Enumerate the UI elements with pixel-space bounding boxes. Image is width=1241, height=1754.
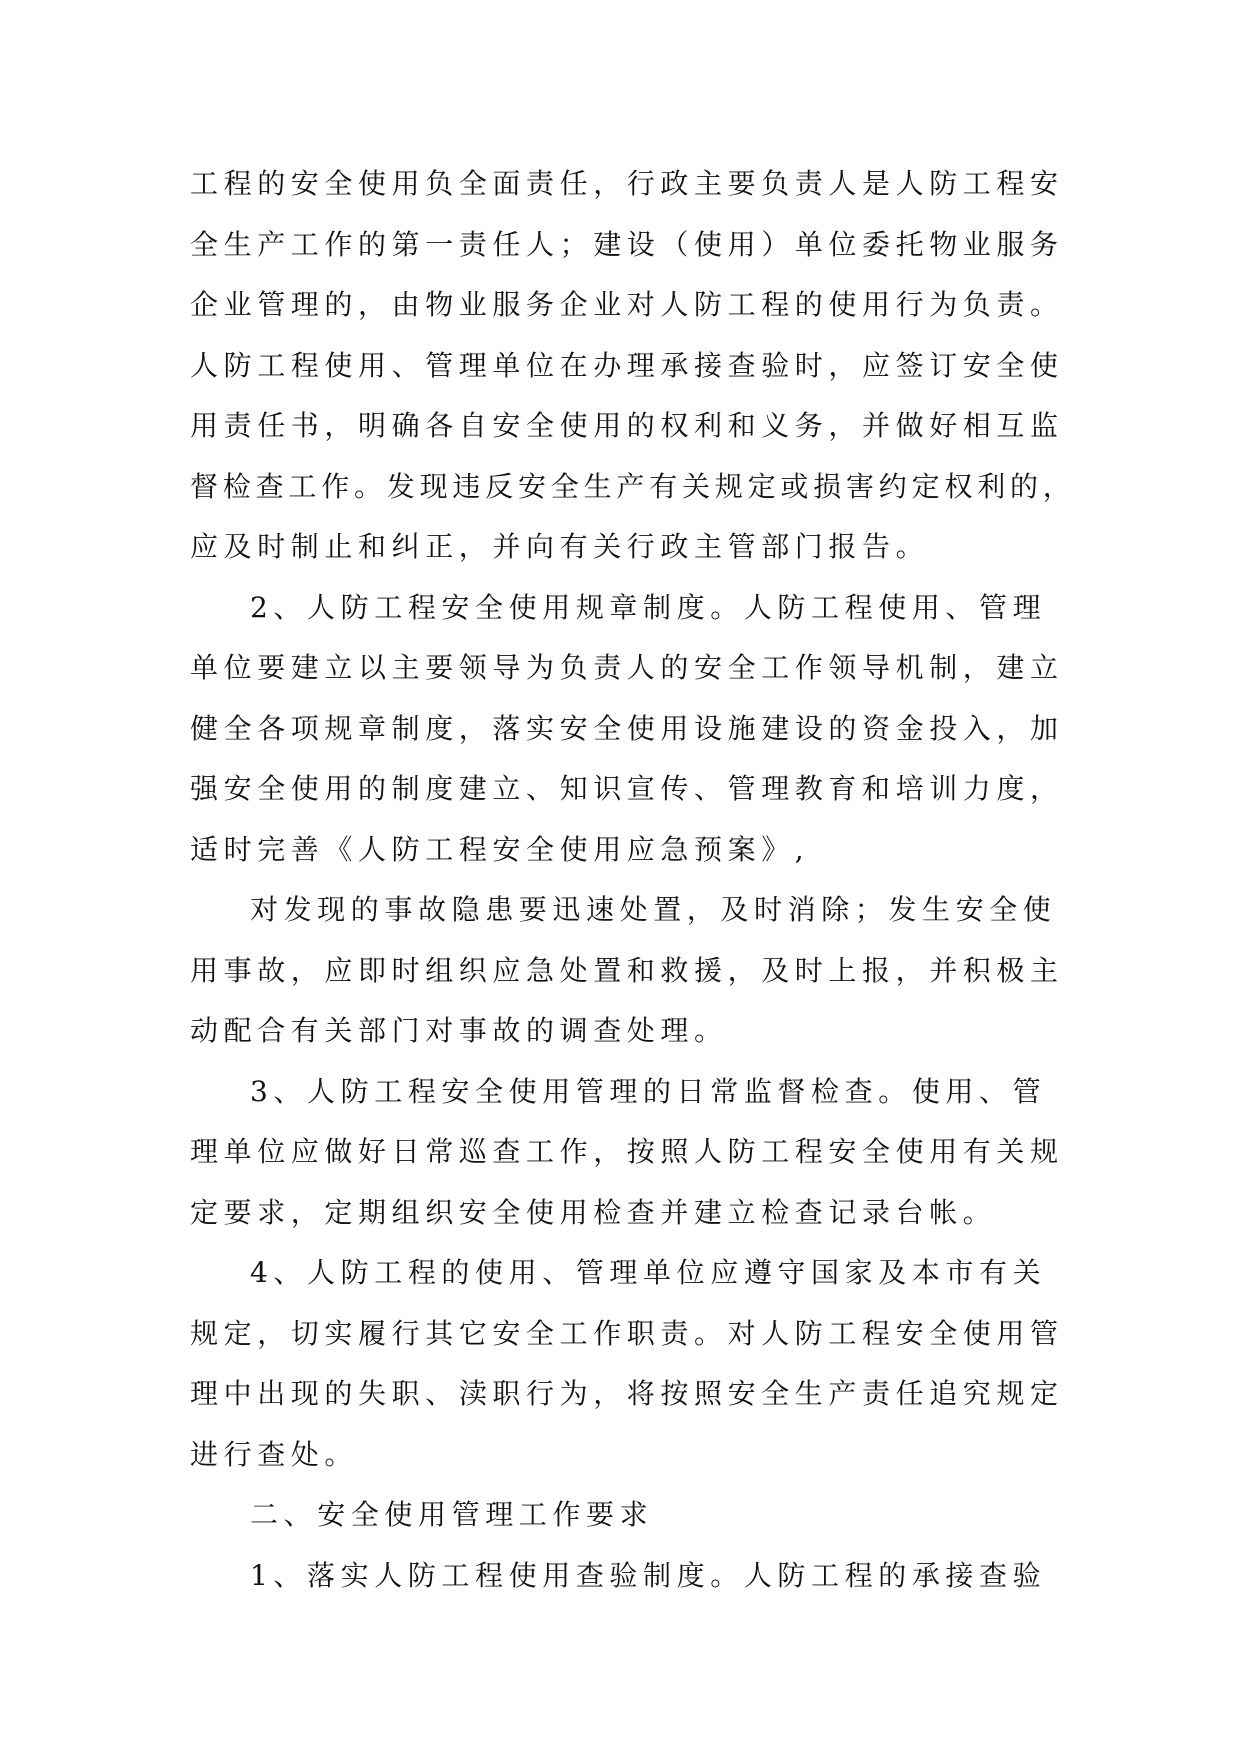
text-line: 全生产工作的第一责任人；建设（使用）单位委托物业服务	[190, 227, 1064, 261]
text-line: 理单位应做好日常巡查工作，按照人防工程安全使用有关规	[190, 1135, 1064, 1168]
document-body	[190, 154, 1090, 1606]
text-line: 督检查工作。发现违反安全生产有关规定或损害约定权利的，	[190, 469, 1076, 503]
text-line: 规定，切实履行其它安全工作职责。对人防工程安全使用管	[190, 1316, 1064, 1350]
text-line: 适时完善《人防工程安全使用应急预案》,	[190, 832, 810, 866]
paragraph-start-line: 1、落实人防工程使用查验制度。人防工程的承接查验	[250, 1558, 1047, 1592]
paragraph-start-line: 2、人防工程安全使用规章制度。人防工程使用、管理	[250, 590, 1047, 624]
text-line: 工程的安全使用负全面责任，行政主要负责人是人防工程安	[190, 167, 1064, 200]
text-line: 用事故，应即时组织应急处置和救援，及时上报，并积极主	[190, 953, 1064, 987]
text-line: 人防工程使用、管理单位在办理承接查验时，应签订安全使	[190, 348, 1064, 382]
text-line: 进行查处。	[190, 1437, 359, 1471]
paragraph-start-line: 3、人防工程安全使用管理的日常监督检查。使用、管	[250, 1074, 1047, 1108]
section-heading: 二、安全使用管理工作要求	[250, 1498, 654, 1531]
paragraph-start-line: 4、人防工程的使用、管理单位应遵守国家及本市有关	[250, 1256, 1047, 1289]
text-line: 健全各项规章制度，落实安全使用设施建设的资金投入，加	[190, 711, 1064, 745]
text-line: 理中出现的失职、渎职行为，将按照安全生产责任追究规定	[190, 1377, 1064, 1410]
text-line: 单位要建立以主要领导为负责人的安全工作领导机制，建立	[190, 651, 1064, 684]
text-line: 动配合有关部门对事故的调查处理。	[190, 1014, 728, 1047]
text-line: 企业管理的，由物业服务企业对人防工程的使用行为负责。	[190, 288, 1064, 321]
text-line: 强安全使用的制度建立、知识宣传、管理教育和培训力度，	[190, 772, 1064, 805]
text-line: 用责任书，明确各自安全使用的权利和义务，并做好相互监	[190, 409, 1064, 442]
text-line: 应及时制止和纠正，并向有关行政主管部门报告。	[190, 530, 930, 563]
text-line: 定要求，定期组织安全使用检查并建立检查记录台帐。	[190, 1195, 997, 1229]
paragraph-start-line: 对发现的事故隐患要迅速处置，及时消除；发生安全使	[250, 893, 1057, 926]
